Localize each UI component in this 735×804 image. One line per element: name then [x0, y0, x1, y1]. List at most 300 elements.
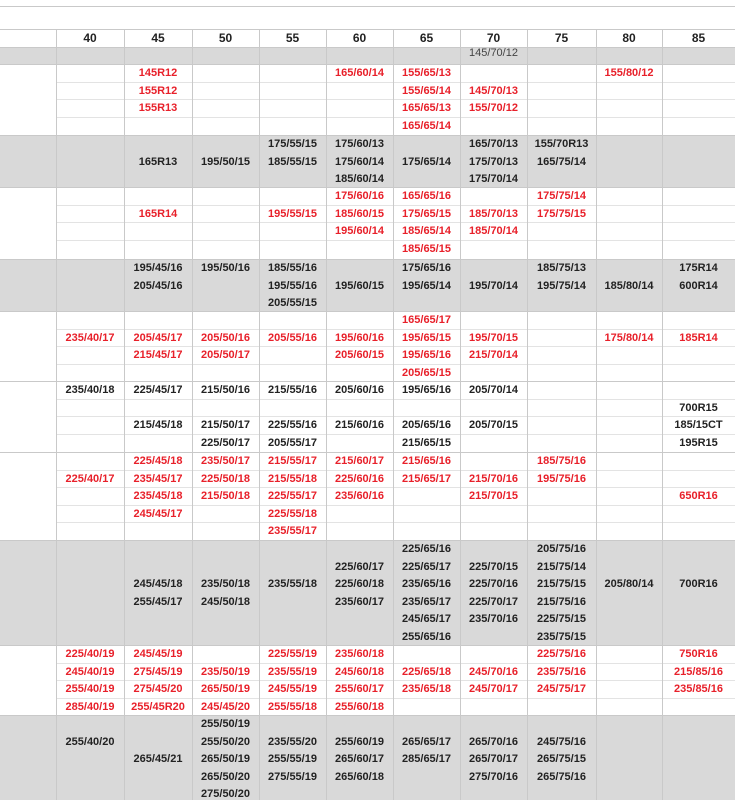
- tire-size: 245/60/18: [335, 665, 384, 678]
- tire-size: 195/75/16: [537, 472, 586, 485]
- tire-size: 235/60/17: [335, 595, 384, 608]
- column-header[interactable]: 85: [691, 31, 706, 45]
- column-header[interactable]: 70: [486, 31, 501, 45]
- tire-size-cell[interactable]: [460, 65, 527, 118]
- tire-size: 225/55/19: [268, 648, 317, 660]
- tire-size: 225/50/17: [201, 436, 250, 449]
- tire-size-cell[interactable]: [259, 136, 326, 171]
- tire-size: 155R13: [138, 102, 178, 115]
- tire-size: [460, 453, 527, 471]
- tire-size: 165R13: [138, 155, 178, 168]
- tire-size: 215/55/18: [268, 472, 317, 485]
- tire-size-cell[interactable]: [527, 646, 596, 699]
- tire-size: 225/45/17: [133, 384, 183, 396]
- tire-size: 245/45/20: [201, 700, 250, 713]
- tire-size: 215/75/16: [537, 595, 586, 608]
- tire-size: 255/65/16: [402, 630, 451, 643]
- tire-size: 175/75/14: [537, 190, 586, 202]
- tire-size: 195R15: [679, 436, 718, 449]
- tire-size: [527, 716, 596, 734]
- tire-size: [124, 136, 192, 154]
- tire-size: 215/50/17: [201, 419, 250, 432]
- tire-size: 235/85/16: [674, 683, 723, 696]
- tire-size: 255/55/19: [268, 753, 317, 766]
- tire-size: 175/60/14: [335, 155, 384, 168]
- tire-size: 205/75/16: [537, 543, 586, 555]
- column-header[interactable]: 80: [622, 31, 636, 45]
- tire-size-cell[interactable]: [259, 382, 326, 452]
- column-header[interactable]: 55: [285, 31, 300, 45]
- column-header[interactable]: 45: [151, 31, 165, 45]
- tire-size: 225/50/18: [201, 472, 250, 485]
- tire-size-cell[interactable]: [662, 312, 735, 347]
- tire-size: 245/55/19: [268, 683, 317, 696]
- tire-size-cell[interactable]: [393, 312, 460, 382]
- tire-size: [393, 136, 460, 154]
- tire-size: 225/45/18: [133, 455, 183, 467]
- tire-size: [326, 312, 393, 330]
- tire-size: 175/60/13: [335, 138, 384, 150]
- tire-size: 195/65/15: [402, 331, 451, 344]
- tire-size-cell[interactable]: [326, 453, 393, 506]
- tire-size: [662, 541, 735, 559]
- tire-size: 245/45/19: [133, 648, 183, 660]
- tire-size-cell[interactable]: [259, 541, 326, 594]
- tire-size: 275/50/20: [201, 788, 250, 801]
- tire-size-cell[interactable]: [527, 716, 596, 786]
- tire-size: 205/65/16: [402, 419, 451, 432]
- tire-size: 245/75/17: [537, 683, 586, 696]
- tire-size-cell[interactable]: [527, 541, 596, 647]
- tire-size: 225/40/17: [65, 472, 115, 485]
- tire-size-cell[interactable]: [527, 260, 596, 295]
- tire-size: 215/50/18: [201, 490, 250, 503]
- tire-size-cell[interactable]: [393, 541, 460, 647]
- tire-size: 225/55/16: [268, 419, 317, 432]
- tire-size: 205/80/14: [604, 578, 654, 591]
- tire-size: 275/45/20: [133, 683, 183, 696]
- tire-size-cell[interactable]: [326, 716, 393, 786]
- tire-size-cell[interactable]: [259, 312, 326, 347]
- tire-size: 215/75/15: [537, 578, 586, 591]
- tire-size: 215/75/14: [537, 560, 586, 573]
- grid-line: [0, 29, 735, 30]
- tire-size: 265/65/17: [402, 735, 451, 748]
- tire-size: 225/60/18: [335, 578, 384, 591]
- tire-size: [662, 559, 735, 577]
- tire-size-cell[interactable]: [259, 188, 326, 223]
- tire-size: 155R12: [138, 84, 178, 97]
- tire-size: [192, 400, 259, 418]
- tire-size: 245/70/17: [469, 683, 518, 696]
- tire-size: 165/65/17: [402, 314, 451, 326]
- tire-size: 225/65/18: [402, 665, 451, 678]
- tire-size: 255/50/19: [201, 718, 250, 730]
- tire-size-cell[interactable]: [124, 382, 192, 435]
- tire-size: 275/45/19: [133, 665, 183, 678]
- tire-size: [662, 471, 735, 489]
- column-header[interactable]: 50: [218, 31, 233, 45]
- tire-size: 205/55/17: [268, 436, 317, 449]
- tire-size: 185/15CT: [674, 419, 723, 432]
- column-header[interactable]: 75: [554, 31, 569, 45]
- tire-size: [460, 716, 527, 734]
- column-header[interactable]: 40: [83, 31, 97, 45]
- tire-size: 225/70/16: [469, 578, 518, 591]
- tire-size: 215/55/16: [268, 384, 317, 396]
- tire-size: [192, 136, 259, 154]
- tire-size: [596, 559, 662, 577]
- tire-size: 245/40/19: [65, 665, 115, 678]
- tire-size: 215/65/15: [402, 436, 451, 449]
- tire-size: 255/60/17: [335, 683, 384, 696]
- tire-size: 145/70/13: [469, 84, 518, 97]
- tire-size: 225/55/18: [268, 507, 317, 520]
- tire-size: 205/50/17: [201, 349, 250, 362]
- tire-size: 245/75/16: [537, 735, 586, 748]
- tire-size-cell[interactable]: [460, 312, 527, 365]
- tire-size: [192, 541, 259, 559]
- tire-size: 265/60/18: [335, 770, 384, 783]
- tire-size: 165/65/14: [402, 119, 451, 132]
- tire-size: 205/55/16: [268, 331, 317, 344]
- column-header[interactable]: 60: [352, 31, 367, 45]
- tire-size: 185R14: [679, 331, 718, 344]
- tire-size: [56, 312, 124, 330]
- tire-size: 175R14: [679, 262, 718, 274]
- tire-size: 175/70/13: [469, 155, 518, 168]
- tire-size-cell[interactable]: [596, 312, 662, 347]
- tire-size-cell[interactable]: [192, 136, 259, 171]
- tire-size: [326, 541, 393, 559]
- tire-size: 155/70/12: [469, 102, 518, 115]
- tire-size: 245/45/18: [133, 578, 183, 591]
- tire-size: [662, 312, 735, 330]
- tire-size: 185/70/13: [469, 207, 518, 220]
- tire-size-cell[interactable]: [393, 65, 460, 135]
- tire-size: 165/70/13: [469, 138, 518, 150]
- tire-size: 195/65/16: [402, 349, 451, 362]
- tire-size: 245/65/17: [402, 613, 451, 626]
- tire-size: [460, 312, 527, 330]
- tire-size-cell[interactable]: [192, 541, 259, 611]
- grid-line: [0, 6, 735, 7]
- tire-size: [460, 65, 527, 83]
- tire-size: [460, 541, 527, 559]
- tire-size: 205/55/15: [268, 297, 317, 310]
- tire-size-cell[interactable]: [460, 136, 527, 189]
- tire-size-cell[interactable]: [527, 453, 596, 488]
- tire-size: 205/70/14: [469, 384, 518, 396]
- tire-size: [662, 453, 735, 471]
- tire-size: [326, 716, 393, 734]
- tire-size: 205/50/16: [201, 331, 250, 344]
- tire-size: 235/55/17: [268, 525, 317, 538]
- tire-size: 245/70/16: [469, 665, 518, 678]
- tire-size-cell[interactable]: [124, 646, 192, 716]
- tire-size: 255/40/19: [65, 683, 115, 696]
- tire-size-cell[interactable]: [596, 260, 662, 295]
- tire-size-cell[interactable]: [124, 541, 192, 611]
- tire-size: 265/50/19: [201, 683, 250, 696]
- tire-size-cell[interactable]: [124, 260, 192, 295]
- tire-size: 215/60/17: [335, 455, 384, 467]
- tire-size: 235/50/17: [201, 455, 250, 467]
- tire-size: 215/60/16: [335, 419, 384, 432]
- tire-size: 215/45/18: [133, 419, 183, 432]
- tire-size-cell[interactable]: [460, 382, 527, 435]
- tire-size: 195/60/15: [335, 279, 384, 292]
- tire-size: [662, 382, 735, 400]
- tire-size-cell[interactable]: [662, 541, 735, 594]
- tire-size: 185/55/15: [268, 155, 317, 168]
- tire-size-cell[interactable]: [596, 541, 662, 594]
- tire-size-cell[interactable]: [56, 382, 124, 400]
- tire-size-cell[interactable]: [259, 453, 326, 541]
- tire-size: [124, 734, 192, 752]
- tire-size: 215/70/16: [469, 472, 518, 485]
- tire-size-cell[interactable]: [662, 453, 735, 506]
- tire-size: 195/60/14: [335, 225, 384, 238]
- tire-size: [124, 188, 192, 206]
- tire-size: 235/50/18: [201, 578, 250, 591]
- tire-size: [124, 400, 192, 418]
- tire-size-cell[interactable]: [393, 646, 460, 699]
- tire-size: 175/60/16: [335, 190, 384, 202]
- tire-size-cell[interactable]: [56, 646, 124, 716]
- tire-size: 205/70/15: [469, 419, 518, 432]
- tire-size-cell[interactable]: [124, 716, 192, 769]
- tire-size: 245/45/17: [133, 507, 183, 520]
- tire-size: [124, 716, 192, 734]
- tire-size: 175/65/15: [402, 207, 451, 220]
- tire-size: [259, 312, 326, 330]
- tire-size: 235/55/20: [268, 735, 317, 748]
- tire-size: 235/40/17: [65, 331, 115, 344]
- tire-size-cell[interactable]: [527, 188, 596, 223]
- tire-size: 155/70R13: [534, 138, 589, 150]
- tire-size: [192, 312, 259, 330]
- tire-size-cell[interactable]: [326, 382, 393, 435]
- tire-size-cell[interactable]: [56, 312, 124, 347]
- tire-size: 195/50/15: [201, 155, 250, 168]
- tire-size-cell[interactable]: [192, 453, 259, 506]
- tire-size: 185/60/14: [335, 173, 384, 186]
- tire-size: 225/60/17: [335, 560, 384, 573]
- tire-size: 700R15: [679, 401, 718, 414]
- tire-size-cell[interactable]: [124, 312, 192, 365]
- tire-size-cell[interactable]: [259, 646, 326, 716]
- tire-size: 175/75/15: [537, 207, 586, 220]
- tire-size: [192, 646, 259, 664]
- tire-size: 255/60/19: [335, 735, 384, 748]
- tire-size: 255/55/18: [268, 700, 317, 713]
- tire-size: 255/45R20: [131, 700, 185, 713]
- tire-size: 225/55/17: [268, 490, 317, 503]
- tire-size: 215/55/17: [268, 455, 317, 467]
- tire-size: 185/70/14: [469, 225, 518, 238]
- tire-size: 225/65/16: [402, 543, 451, 555]
- tire-size: 235/65/17: [402, 595, 451, 608]
- tire-size: 235/45/18: [133, 490, 183, 503]
- tire-size-cell[interactable]: [326, 312, 393, 365]
- tire-size: 235/60/16: [335, 490, 384, 503]
- tire-size: 145R12: [138, 67, 178, 79]
- tire-size-cell[interactable]: [393, 136, 460, 171]
- tire-size: 700R16: [679, 578, 718, 591]
- tire-size-cell[interactable]: [124, 453, 192, 523]
- tire-size: 650R16: [679, 490, 718, 503]
- tire-size: 175/80/14: [604, 331, 654, 344]
- tire-size-cell[interactable]: [192, 716, 259, 804]
- tire-size-cell[interactable]: [662, 382, 735, 452]
- tire-size: 265/75/15: [537, 753, 586, 766]
- tire-size-cell[interactable]: [596, 65, 662, 83]
- grid-line: [0, 47, 735, 48]
- tire-size-cell[interactable]: [192, 382, 259, 452]
- tire-size: 235/70/16: [469, 613, 518, 626]
- tire-size-cell[interactable]: [460, 716, 527, 786]
- tire-size: 185/80/14: [604, 279, 654, 292]
- tire-size: 255/45/17: [133, 595, 183, 608]
- tire-size: 175/65/16: [402, 262, 451, 274]
- tire-size: 265/60/17: [335, 753, 384, 766]
- tire-size: [56, 453, 124, 471]
- tire-size-cell[interactable]: [192, 312, 259, 365]
- tire-size-cell[interactable]: [393, 382, 460, 452]
- tire-size: 185/55/16: [268, 262, 317, 274]
- tire-size: [460, 646, 527, 664]
- tire-size-cell[interactable]: [326, 260, 393, 295]
- tire-size: 195/45/16: [133, 262, 183, 274]
- tire-size-cell[interactable]: [259, 716, 326, 786]
- tire-size: [56, 716, 124, 734]
- column-header[interactable]: 65: [419, 31, 434, 45]
- tire-size: 185/75/13: [537, 262, 586, 274]
- tire-size: 235/65/18: [402, 683, 451, 696]
- tire-size-cell[interactable]: [662, 260, 735, 295]
- tire-size: 215/65/16: [402, 455, 451, 467]
- tire-size: 235/75/16: [537, 665, 586, 678]
- tire-size: 195/70/15: [469, 331, 518, 344]
- tire-size: 155/80/12: [604, 67, 654, 79]
- tire-size-cell[interactable]: [326, 65, 393, 83]
- tire-size: 265/50/19: [201, 753, 250, 766]
- tire-size: 255/50/20: [201, 735, 250, 748]
- tire-size: 265/45/21: [133, 753, 183, 766]
- tire-size: 265/70/17: [469, 753, 518, 766]
- header-band: [0, 47, 735, 64]
- header-note: 145/70/12: [469, 47, 518, 59]
- tire-size: [460, 400, 527, 418]
- tire-size: 185/75/16: [537, 455, 586, 467]
- tire-size-cell[interactable]: [460, 260, 527, 295]
- tire-size: [259, 400, 326, 418]
- tire-size-cell[interactable]: [56, 453, 124, 488]
- tire-size-cell[interactable]: [460, 646, 527, 699]
- tire-size: 205/60/15: [335, 349, 384, 362]
- tire-size: 165/65/16: [402, 190, 451, 202]
- tire-size-cell[interactable]: [460, 453, 527, 506]
- tire-size: [393, 716, 460, 734]
- tire-size-cell[interactable]: [124, 65, 192, 118]
- tire-size: [259, 716, 326, 734]
- tire-size: [124, 559, 192, 577]
- tire-size-cell[interactable]: [326, 541, 393, 611]
- tire-size-cell[interactable]: [393, 188, 460, 258]
- tire-size-cell[interactable]: [393, 260, 460, 295]
- tire-size: 165/60/14: [335, 67, 384, 79]
- tire-size: 235/45/17: [133, 472, 183, 485]
- tire-size: 195/50/16: [201, 262, 250, 274]
- tire-size: 235/60/18: [335, 648, 384, 660]
- tire-size: [596, 312, 662, 330]
- tire-size: 275/55/19: [268, 770, 317, 783]
- tire-size: 600R14: [679, 279, 718, 292]
- tire-size-cell[interactable]: [192, 646, 259, 716]
- tire-size-cell[interactable]: [393, 716, 460, 769]
- tire-size: 255/60/18: [335, 700, 384, 713]
- tire-size-cell[interactable]: [56, 716, 124, 751]
- tire-size: 165R14: [138, 207, 178, 220]
- tire-size-cell[interactable]: [460, 188, 527, 241]
- tire-size: [259, 559, 326, 577]
- tire-size: 185/65/14: [402, 225, 451, 238]
- tire-size: 155/65/13: [402, 67, 451, 79]
- tire-size: 265/50/20: [201, 770, 250, 783]
- tire-size: [596, 260, 662, 278]
- tire-size-cell[interactable]: [124, 188, 192, 223]
- tire-size-cell[interactable]: [192, 260, 259, 278]
- tire-size-cell[interactable]: [259, 260, 326, 313]
- tire-size: 225/70/17: [469, 595, 518, 608]
- tire-size: 205/45/16: [133, 279, 183, 292]
- tire-size-cell[interactable]: [124, 136, 192, 171]
- tire-size: 195/75/14: [537, 279, 586, 292]
- tire-size: 185/65/15: [402, 242, 451, 255]
- tire-size: 175/55/15: [268, 138, 317, 150]
- tire-size: [326, 400, 393, 418]
- tire-size: 215/50/16: [201, 384, 250, 396]
- tire-size: [124, 312, 192, 330]
- tire-size-cell[interactable]: [527, 136, 596, 171]
- tire-size: [460, 260, 527, 278]
- tire-size-cell[interactable]: [326, 136, 393, 189]
- tire-size-cell[interactable]: [662, 646, 735, 699]
- tire-size: 165/65/13: [402, 102, 451, 115]
- tire-size: 285/40/19: [65, 700, 115, 713]
- tire-size: [393, 400, 460, 418]
- tire-size: 175/65/14: [402, 155, 451, 168]
- grid-line: [596, 29, 597, 800]
- tire-size: [192, 559, 259, 577]
- tire-size: 225/40/19: [65, 648, 115, 660]
- tire-size: 205/60/16: [335, 384, 384, 396]
- tire-size: [259, 541, 326, 559]
- tire-size: 235/55/18: [268, 578, 317, 591]
- tire-size: 225/75/15: [537, 613, 586, 626]
- tire-size: 265/75/16: [537, 770, 586, 783]
- tire-size-cell[interactable]: [460, 541, 527, 629]
- tire-size: 195/65/14: [402, 279, 451, 292]
- tire-size-cell[interactable]: [393, 453, 460, 488]
- tire-size-cell[interactable]: [326, 646, 393, 716]
- tire-size: 245/50/18: [201, 595, 250, 608]
- tire-size: 205/45/17: [133, 331, 183, 344]
- tire-size: 265/70/16: [469, 735, 518, 748]
- tire-size: [460, 188, 527, 206]
- tire-size-cell[interactable]: [326, 188, 393, 241]
